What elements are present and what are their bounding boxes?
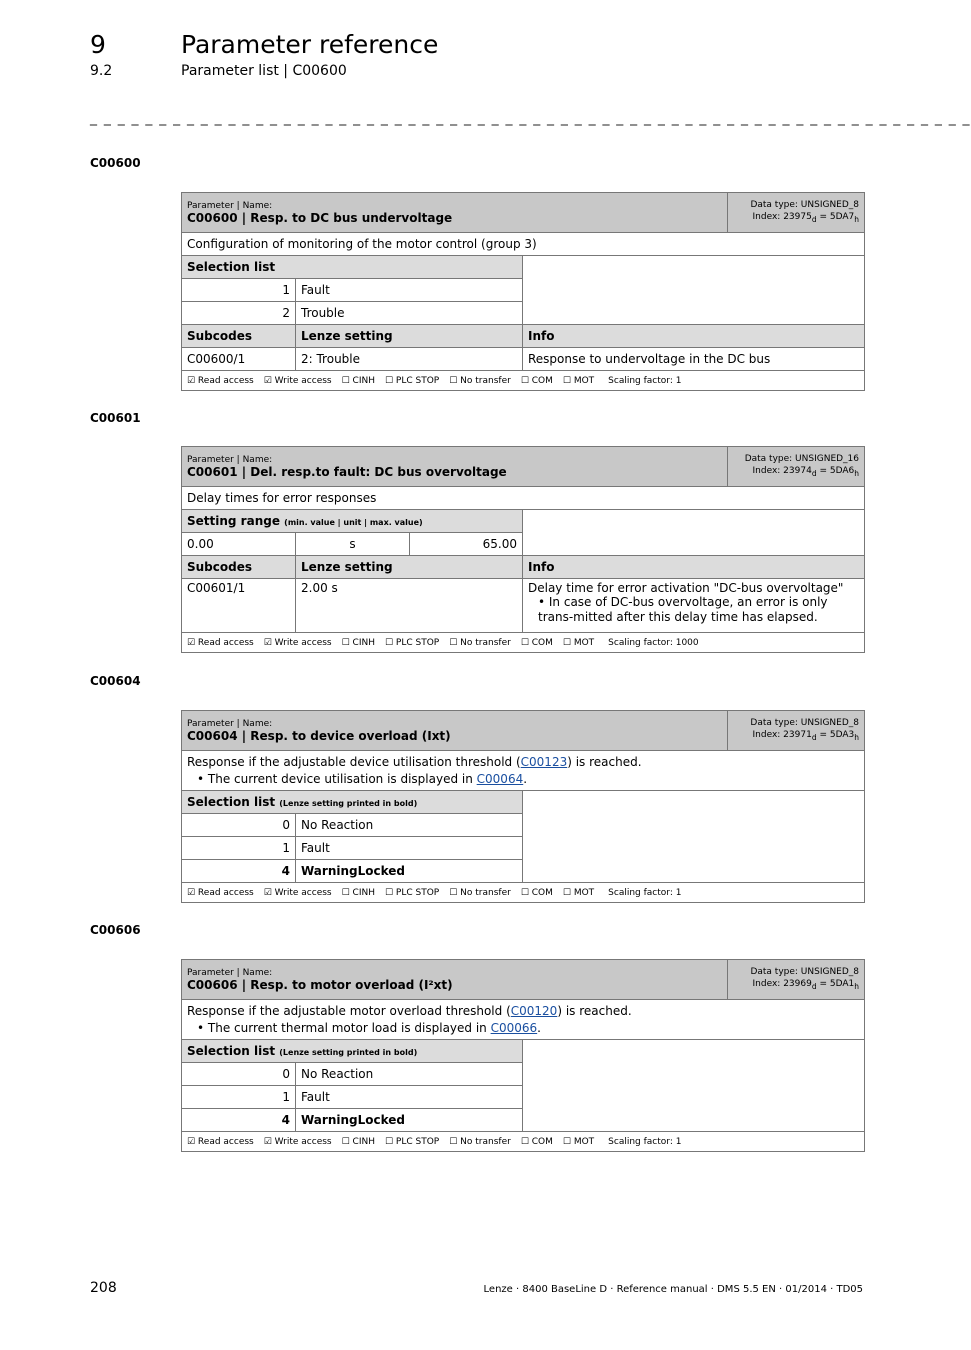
- access-flags: ☑ Read access ☑ Write access ☐ CINH ☐ PLC STOP ☐ No transfer ☐ COM ☐ MOT Scaling factor: 1: [182, 1132, 865, 1152]
- param-heading-c00600: C00600: [90, 156, 141, 170]
- selection-list-header: Selection list (Lenze setting printed in bold): [182, 791, 523, 814]
- link-c00123[interactable]: C00123: [520, 754, 568, 769]
- subcode-info-cell: [523, 579, 865, 633]
- subcodes-header: Subcodes: [182, 556, 296, 579]
- section-title: Parameter list | C00600: [181, 63, 347, 79]
- subcode-info-bullet: • In case of DC-bus overvoltage, an error is only trans-mitted after this delay time has elapsed.: [538, 595, 828, 624]
- param-heading-c00604: C00604: [90, 674, 141, 688]
- scaling-factor: Scaling factor: 1: [608, 887, 682, 898]
- data-type-cell: [728, 711, 865, 751]
- param-label: Parameter | Name:: [187, 454, 273, 465]
- selection-value: 2: [182, 302, 296, 325]
- link-c00066[interactable]: C00066: [490, 1020, 538, 1035]
- param-name: C00604 | Resp. to device overload (Ixt): [187, 728, 451, 743]
- selection-value: 1: [182, 279, 296, 302]
- scaling-factor: Scaling factor: 1000: [608, 637, 699, 648]
- access-flags: ☑ Read access ☑ Write access ☐ CINH ☐ PLC STOP ☐ No transfer ☐ COM ☐ MOT Scaling factor: 1: [182, 883, 865, 903]
- lenze-setting-header: Lenze setting: [296, 556, 523, 579]
- range-max: 65.00: [410, 533, 523, 556]
- subcode-info: Delay time for error activation "DC-bus overvoltage": [528, 581, 844, 595]
- info-header: Info: [523, 325, 865, 348]
- selection-value: 1: [182, 1086, 296, 1109]
- param-name-cell: [182, 447, 728, 487]
- data-type-cell: [728, 447, 865, 487]
- param-label: Parameter | Name:: [187, 967, 273, 978]
- param-name: C00601 | Del. resp.to fault: DC bus overvoltage: [187, 464, 507, 479]
- empty-cell: [523, 1040, 865, 1132]
- range-unit: s: [296, 533, 410, 556]
- scaling-factor: Scaling factor: 1: [608, 1136, 682, 1147]
- selection-label: Fault: [296, 837, 523, 860]
- link-c00064[interactable]: C00064: [476, 771, 524, 786]
- subcode: C00601/1: [182, 579, 296, 633]
- index: Index: $23971_d = 5DA3_h$: [752, 730, 860, 742]
- param-name: C00600 | Resp. to DC bus undervoltage: [187, 210, 453, 225]
- param-description: Response if the adjustable device utilisation threshold (C00123) is reached. • The current device utilisation is displayed in C00064.: [182, 751, 865, 791]
- selection-value: 0: [182, 1063, 296, 1086]
- subcode-info: Response to undervoltage in the DC bus: [523, 348, 865, 371]
- selection-value: 0: [182, 814, 296, 837]
- index: Index: $23975_d = 5DA7_h$: [752, 212, 860, 224]
- lenze-setting-header: Lenze setting: [296, 325, 523, 348]
- selection-value-default: 4: [182, 1109, 296, 1132]
- param-table-c00604: [181, 710, 865, 903]
- info-header: Info: [523, 556, 865, 579]
- param-table-c00606: [181, 959, 865, 1152]
- param-label: Parameter | Name:: [187, 718, 273, 729]
- data-type: Data type: UNSIGNED_8: [750, 967, 860, 978]
- selection-label: No Reaction: [296, 1063, 523, 1086]
- param-name: C00606 | Resp. to motor overload (I²xt): [187, 977, 453, 992]
- data-type: Data type: UNSIGNED_8: [750, 718, 860, 729]
- selection-label: Fault: [296, 279, 523, 302]
- selection-label: Trouble: [296, 302, 523, 325]
- param-description: Delay times for error responses: [182, 487, 865, 510]
- chapter-number: 9: [90, 30, 106, 59]
- param-table-c00600: [181, 192, 865, 391]
- document-info: Lenze · 8400 BaseLine D · Reference manual · DMS 5.5 EN · 01/2014 · TD05: [483, 1284, 863, 1295]
- param-heading-c00601: C00601: [90, 411, 141, 425]
- selection-label-default: WarningLocked: [296, 860, 523, 883]
- scaling-factor: Scaling factor: 1: [608, 375, 682, 386]
- subcode: C00600/1: [182, 348, 296, 371]
- selection-label: Fault: [296, 1086, 523, 1109]
- param-label: Parameter | Name:: [187, 200, 273, 211]
- access-flags: ☑ Read access ☑ Write access ☐ CINH ☐ PLC STOP ☐ No transfer ☐ COM ☐ MOT Scaling factor: 1000: [182, 633, 865, 653]
- data-type: Data type: UNSIGNED_8: [750, 200, 860, 211]
- setting-range-header: Setting range (min. value | unit | max. value): [182, 510, 523, 533]
- param-name-cell: [182, 193, 728, 233]
- selection-label: No Reaction: [296, 814, 523, 837]
- selection-value-default: 4: [182, 860, 296, 883]
- header-divider: _ _ _ _ _ _ _ _ _ _ _ _ _ _ _ _ _ _ _ _ _ _ _ _ _ _ _ _ _ _ _ _ _ _ _ _ _ _ _ _ _ _ _ _ _ _ _ _ _ _ _ _ _ _ _ _ _ _ _ _ _ _ _ _: [90, 110, 971, 126]
- param-heading-c00606: C00606: [90, 923, 141, 937]
- selection-list-header: Selection list (Lenze setting printed in bold): [182, 1040, 523, 1063]
- link-c00120[interactable]: C00120: [510, 1003, 558, 1018]
- index: Index: $23969_d = 5DA1_h$: [752, 979, 860, 991]
- param-description: Configuration of monitoring of the motor control (group 3): [182, 233, 865, 256]
- selection-list-header: Selection list: [182, 256, 523, 279]
- param-description: Response if the adjustable motor overload threshold (C00120) is reached. • The current thermal motor load is displayed in C00066.: [182, 1000, 865, 1040]
- access-flags: ☑ Read access ☑ Write access ☐ CINH ☐ PLC STOP ☐ No transfer ☐ COM ☐ MOT Scaling factor: 1: [182, 371, 865, 391]
- page-number: 208: [90, 1280, 117, 1296]
- param-name-cell: [182, 711, 728, 751]
- empty-cell: [523, 791, 865, 883]
- lenze-setting: 2.00 s: [296, 579, 523, 633]
- param-name-cell: [182, 960, 728, 1000]
- subcodes-header: Subcodes: [182, 325, 296, 348]
- section-number: 9.2: [90, 63, 113, 79]
- empty-cell: [523, 510, 865, 556]
- data-type: Data type: UNSIGNED_16: [744, 454, 860, 465]
- empty-cell: [523, 256, 865, 325]
- selection-label-default: WarningLocked: [296, 1109, 523, 1132]
- range-min: 0.00: [182, 533, 296, 556]
- lenze-setting: 2: Trouble: [296, 348, 523, 371]
- param-table-c00601: [181, 446, 865, 653]
- chapter-title: Parameter reference: [181, 30, 439, 59]
- data-type-cell: [728, 193, 865, 233]
- index: Index: $23974_d = 5DA6_h$: [752, 466, 860, 478]
- data-type-cell: [728, 960, 865, 1000]
- selection-value: 1: [182, 837, 296, 860]
